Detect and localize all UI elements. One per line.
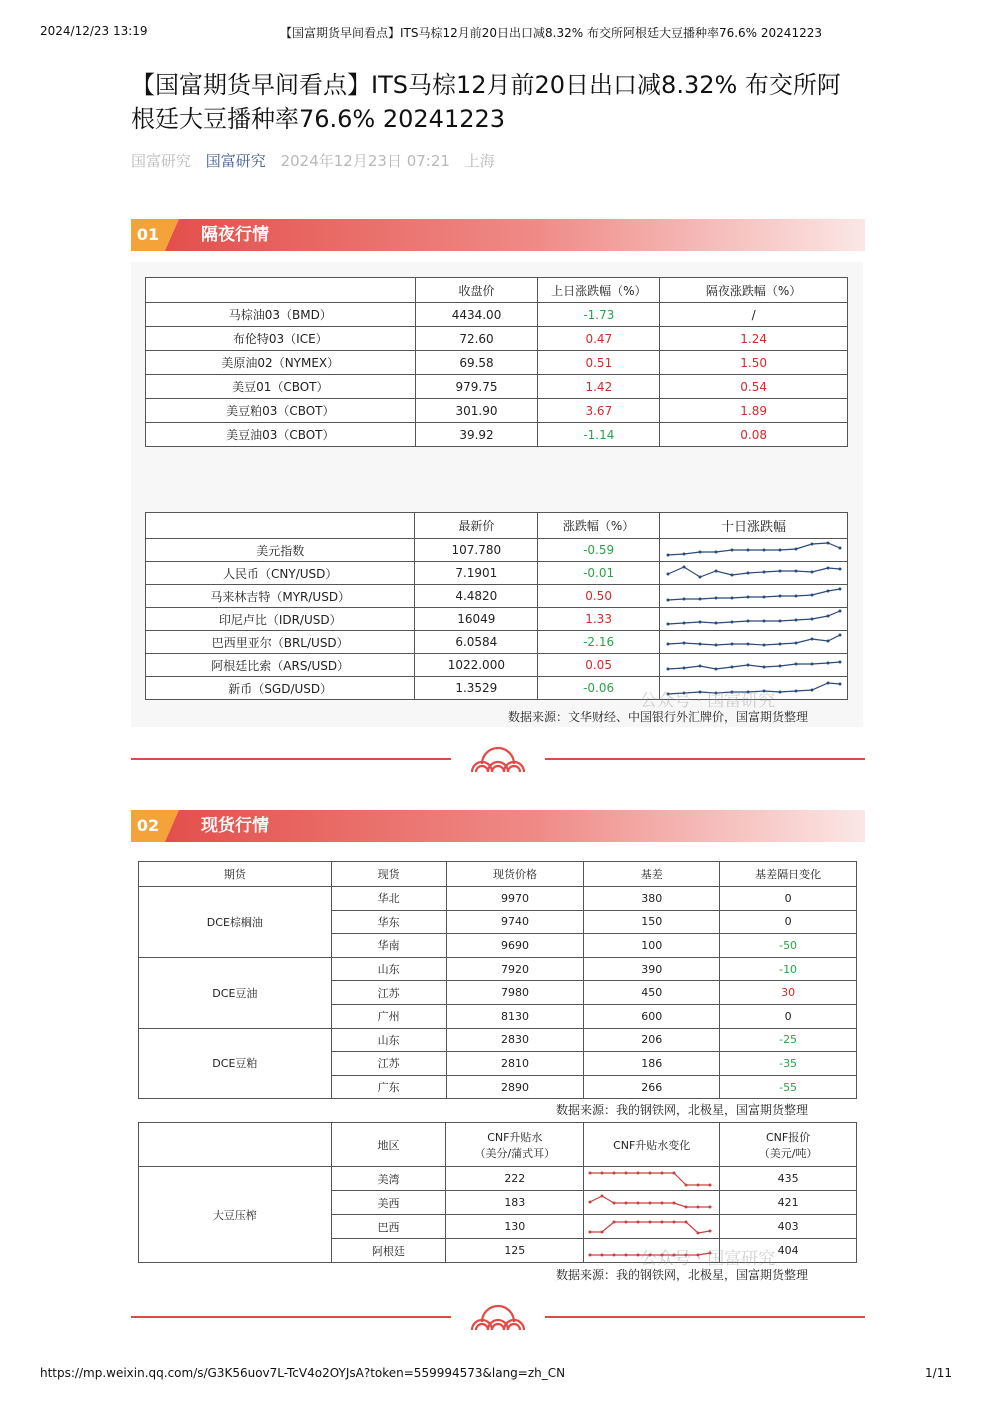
price-change: -2.16 [538, 631, 660, 654]
price-change: -0.59 [538, 539, 660, 562]
sparkline-graphic [660, 608, 846, 630]
basis: 206 [584, 1028, 720, 1052]
future-name: DCE棕榈油 [139, 887, 332, 958]
basis-change: 30 [720, 981, 857, 1005]
article-location: 上海 [464, 152, 495, 170]
spot-region: 华东 [331, 910, 446, 934]
ten-day-sparkline [659, 631, 847, 654]
cnf-premium: 222 [446, 1167, 584, 1191]
print-header [40, 24, 952, 44]
basis-change: 0 [720, 910, 857, 934]
currency-name: 新币（SGD/USD） [146, 677, 415, 700]
divider-line-right [545, 758, 865, 760]
region: 巴西 [331, 1215, 446, 1239]
currency-name: 巴西里亚尔（BRL/USD） [146, 631, 415, 654]
col-header: CNF升贴水变化 [584, 1123, 720, 1167]
print-footer [40, 1366, 952, 1386]
basis: 150 [584, 910, 720, 934]
latest-price: 6.0584 [415, 631, 538, 654]
col-header: 收盘价 [415, 278, 538, 303]
col-header: 现货 [331, 862, 446, 887]
col-header: 涨跌幅（%） [538, 513, 660, 539]
cnf-change-sparkline [584, 1215, 720, 1239]
cnf-quote: 404 [720, 1239, 857, 1263]
header-line: （美元/吨） [758, 1146, 818, 1160]
cnf-quote: 435 [720, 1167, 857, 1191]
instrument-name: 马棕油03（BMD） [146, 303, 416, 327]
sparkline-graphic [660, 539, 846, 561]
sparkline-graphic [584, 1168, 718, 1190]
overnight-table [145, 277, 848, 447]
prev-change: 3.67 [538, 399, 660, 423]
cloud-ornament-icon [468, 744, 528, 774]
price-change: -0.06 [538, 677, 660, 700]
cnf-premium-table [138, 1122, 857, 1263]
page-number: 1/11 [925, 1366, 952, 1380]
divider-line-left [131, 1316, 451, 1318]
ten-day-sparkline [659, 539, 847, 562]
col-header [139, 1123, 332, 1167]
article-title: 【国富期货早间看点】ITS马棕12月前20日出口减8.32% 布交所阿根廷大豆播种率76.6% 20241223 [131, 71, 841, 133]
col-header [146, 513, 415, 539]
close-price: 39.92 [415, 423, 538, 447]
col-header: 现货价格 [446, 862, 584, 887]
section-slant-decoration [165, 219, 179, 251]
spot-region: 广州 [331, 1004, 446, 1028]
col-header: 地区 [331, 1123, 446, 1167]
latest-price: 1.3529 [415, 677, 538, 700]
table-row [146, 351, 848, 375]
instrument-name: 美豆01（CBOT） [146, 375, 416, 399]
ten-day-sparkline [659, 654, 847, 677]
col-header: 上日涨跌幅（%） [538, 278, 660, 303]
spot-price: 2810 [446, 1052, 584, 1076]
spot-price: 7920 [446, 957, 584, 981]
price-change: 0.05 [538, 654, 660, 677]
basis: 450 [584, 981, 720, 1005]
cnf-quote: 421 [720, 1191, 857, 1215]
basis-change: -35 [720, 1052, 857, 1076]
header-line: CNF升贴水 [487, 1130, 543, 1144]
instrument-name: 美豆油03（CBOT） [146, 423, 416, 447]
basis: 186 [584, 1052, 720, 1076]
sparkline-graphic [660, 562, 846, 584]
print-title: 【国富期货早间看点】ITS马棕12月前20日出口减8.32% 布交所阿根廷大豆播种率76.6% 20241223 [280, 26, 822, 40]
col-header: 基差隔日变化 [720, 862, 857, 887]
fx-table [145, 512, 848, 700]
article-meta [131, 150, 505, 171]
future-name: DCE豆粕 [139, 1028, 332, 1099]
latest-price: 4.4820 [415, 585, 538, 608]
future-name: DCE豆油 [139, 957, 332, 1028]
region: 美湾 [331, 1167, 446, 1191]
region: 美西 [331, 1191, 446, 1215]
spot-price: 7980 [446, 981, 584, 1005]
close-price: 69.58 [415, 351, 538, 375]
col-header-cnf-premium [446, 1123, 584, 1167]
watermark-text: 公众号 · 国富研究 [640, 1249, 776, 1269]
header-line: CNF报价 [765, 1130, 811, 1144]
basis-change: 0 [720, 887, 857, 911]
col-header: 最新价 [415, 513, 538, 539]
basis: 380 [584, 887, 720, 911]
cnf-premium: 130 [446, 1215, 584, 1239]
night-change: 1.24 [660, 327, 848, 351]
price-change: 1.33 [538, 608, 660, 631]
prev-change: -1.73 [538, 303, 660, 327]
divider-line-left [131, 758, 451, 760]
currency-name: 印尼卢比（IDR/USD） [146, 608, 415, 631]
section-title: 隔夜行情 [201, 225, 269, 245]
region: 阿根廷 [331, 1239, 446, 1263]
spot-region: 江苏 [331, 1052, 446, 1076]
table-row [146, 562, 848, 585]
instrument-name: 美原油02（NYMEX） [146, 351, 416, 375]
table-row [139, 1028, 857, 1052]
spot-price: 2830 [446, 1028, 584, 1052]
article-source: 国富研究 [131, 152, 192, 170]
section-number: 01 [131, 219, 165, 251]
table-row [146, 399, 848, 423]
table-row [146, 608, 848, 631]
watermark-text: 公众号 · 国富研究 [640, 691, 776, 711]
table-row [146, 585, 848, 608]
cnf-premium: 183 [446, 1191, 584, 1215]
spot-price: 9970 [446, 887, 584, 911]
table-row [146, 631, 848, 654]
spot-price: 9740 [446, 910, 584, 934]
col-header: 隔夜涨跌幅（%） [660, 278, 848, 303]
header-line: （美分/蒲式耳） [474, 1146, 556, 1160]
spot-price: 2890 [446, 1075, 584, 1099]
cnf-premium: 125 [446, 1239, 584, 1263]
latest-price: 1022.000 [415, 654, 538, 677]
cloud-ornament-icon [468, 1302, 528, 1332]
spot-region: 广东 [331, 1075, 446, 1099]
divider-line-right [545, 1316, 865, 1318]
section-number: 02 [131, 810, 165, 842]
spot-region: 华北 [331, 887, 446, 911]
table-row [139, 957, 857, 981]
ten-day-sparkline [659, 562, 847, 585]
table-row [146, 539, 848, 562]
page-url: https://mp.weixin.qq.com/s/G3K56uov7L-TcV4o2OYJsA?token=559994573&lang=zh_CN [40, 1366, 566, 1380]
col-header-cnf-quote [720, 1123, 857, 1167]
price-change: -0.01 [538, 562, 660, 585]
spot-price: 9690 [446, 934, 584, 958]
source-note: 数据来源：文华财经、中国银行外汇牌价，国富期货整理 [508, 710, 809, 724]
source-note: 数据来源：我的钢铁网，北极星，国富期货整理 [556, 1268, 809, 1282]
prev-change: 0.51 [538, 351, 660, 375]
section-divider [131, 1302, 865, 1332]
prev-change: -1.14 [538, 423, 660, 447]
sparkline-graphic [660, 631, 846, 653]
spot-region: 山东 [331, 957, 446, 981]
sparkline-graphic [660, 654, 846, 676]
table-row [139, 887, 857, 911]
latest-price: 16049 [415, 608, 538, 631]
latest-price: 7.1901 [415, 562, 538, 585]
source-note: 数据来源：我的钢铁网，北极星，国富期货整理 [556, 1103, 809, 1117]
close-price: 979.75 [415, 375, 538, 399]
col-header: 十日涨跌幅 [659, 513, 847, 539]
ten-day-sparkline [659, 585, 847, 608]
basis-change: 0 [720, 1004, 857, 1028]
spot-basis-table [138, 861, 857, 1099]
instrument-name: 布伦特03（ICE） [146, 327, 416, 351]
latest-price: 107.780 [415, 539, 538, 562]
table-row [139, 1167, 857, 1191]
sparkline-graphic [660, 585, 846, 607]
table-row [146, 303, 848, 327]
spot-region: 华南 [331, 934, 446, 958]
print-date: 2024/12/23 13:19 [40, 24, 148, 38]
cnf-quote: 403 [720, 1215, 857, 1239]
sparkline-graphic [584, 1192, 718, 1214]
night-change: 0.08 [660, 423, 848, 447]
currency-name: 美元指数 [146, 539, 415, 562]
table-row [146, 654, 848, 677]
cnf-change-sparkline [584, 1191, 720, 1215]
close-price: 301.90 [415, 399, 538, 423]
basis-change: -25 [720, 1028, 857, 1052]
close-price: 4434.00 [415, 303, 538, 327]
currency-name: 阿根廷比索（ARS/USD） [146, 654, 415, 677]
spot-region: 山东 [331, 1028, 446, 1052]
prev-change: 0.47 [538, 327, 660, 351]
sparkline-graphic [584, 1216, 718, 1238]
night-change: 0.54 [660, 375, 848, 399]
article-author-link[interactable]: 国富研究 [205, 152, 266, 170]
section-divider [131, 744, 865, 774]
night-change: 1.50 [660, 351, 848, 375]
table-row [146, 375, 848, 399]
table-row [146, 327, 848, 351]
cnf-change-sparkline [584, 1167, 720, 1191]
close-price: 72.60 [415, 327, 538, 351]
article-date: 2024年12月23日 07:21 [280, 152, 450, 170]
col-header: 基差 [584, 862, 720, 887]
section-title: 现货行情 [201, 816, 269, 836]
instrument-name: 美豆粕03（CBOT） [146, 399, 416, 423]
night-change: / [660, 303, 848, 327]
section-header-overnight [131, 219, 865, 251]
basis: 390 [584, 957, 720, 981]
basis: 266 [584, 1075, 720, 1099]
basis: 600 [584, 1004, 720, 1028]
col-header [146, 278, 416, 303]
table-row [146, 423, 848, 447]
basis-change: -55 [720, 1075, 857, 1099]
spot-region: 江苏 [331, 981, 446, 1005]
col-header: 期货 [139, 862, 332, 887]
currency-name: 人民币（CNY/USD） [146, 562, 415, 585]
spot-price: 8130 [446, 1004, 584, 1028]
section-header-spot [131, 810, 865, 842]
basis-change: -50 [720, 934, 857, 958]
group-name: 大豆压榨 [139, 1167, 332, 1263]
basis: 100 [584, 934, 720, 958]
price-change: 0.50 [538, 585, 660, 608]
currency-name: 马来林吉特（MYR/USD） [146, 585, 415, 608]
ten-day-sparkline [659, 608, 847, 631]
section-slant-decoration [165, 810, 179, 842]
night-change: 1.89 [660, 399, 848, 423]
basis-change: -10 [720, 957, 857, 981]
prev-change: 1.42 [538, 375, 660, 399]
